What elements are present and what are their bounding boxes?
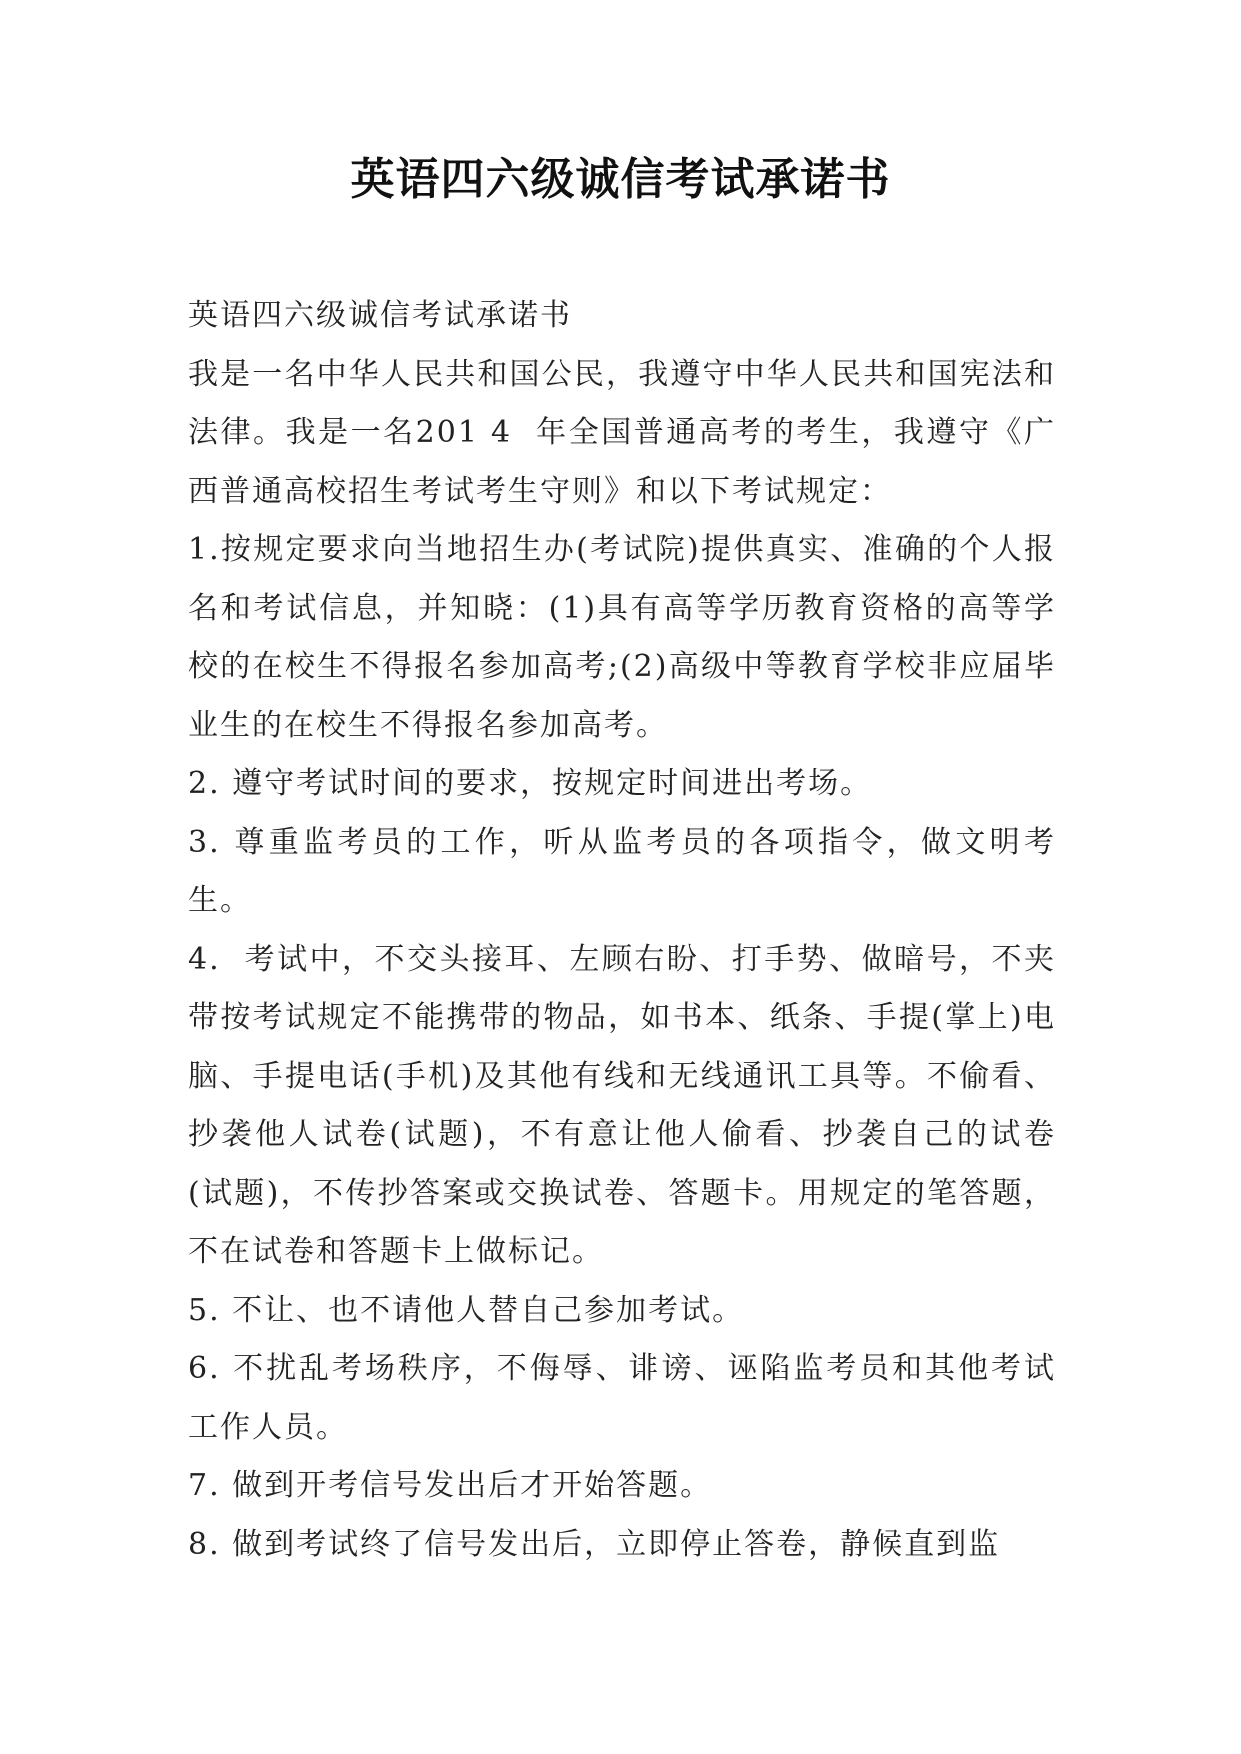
document-title: 英语四六级诚信考试承诺书: [350, 154, 891, 205]
body-heading: 英语四六级诚信考试承诺书: [188, 298, 572, 333]
rule-item-1: 1.按规定要求向当地招生办(考试院)提供真实、准确的个人报名和考试信息，并知晓：(1)具有高等学历教育资格的高等学校的在校生不得报名参加高考;(2)高级中等教育学校非应届毕业生的在校生不得报名参加高考。: [188, 532, 1056, 743]
rule-item-8: 8. 做到考试终了信号发出后，立即停止答卷，静候直到监: [188, 1526, 1001, 1562]
document-body: [188, 287, 1056, 1574]
rule-item-7: 7. 做到开考信号发出后才开始答题。: [188, 1468, 713, 1503]
rule-item-2: 2. 遵守考试时间的要求，按规定时间进出考场。: [188, 766, 873, 801]
rule-item-4: 4. 考试中，不交头接耳、左顾右盼、打手势、做暗号，不夹带按考试规定不能携带的物品，如书本、纸条、手提(掌上)电脑、手提电话(手机)及其他有线和无线通讯工具等。不偷看、抄袭他人试卷(试题)，不有意让他人偷看、抄袭自己的试卷(试题)，不传抄答案或交换试卷、答题卡。用规定的笔答题，不在试卷和答题卡上做标记。: [188, 941, 1056, 1269]
rule-item-6: 6. 不扰乱考场秩序，不侮辱、诽谤、诬陷监考员和其他考试工作人员。: [188, 1351, 1056, 1445]
rule-item-3: 3. 尊重监考员的工作，听从监考员的各项指令，做文明考生。: [188, 824, 1056, 918]
rule-item-5: 5. 不让、也不请他人替自己参加考试。: [188, 1292, 745, 1328]
intro-paragraph: 我是一名中华人民共和国公民，我遵守中华人民共和国宪法和法律。我是一名201 4 年全国普通高考的考生，我遵守《广西普通高校招生考试考生守则》和以下考试规定：: [188, 356, 1056, 509]
